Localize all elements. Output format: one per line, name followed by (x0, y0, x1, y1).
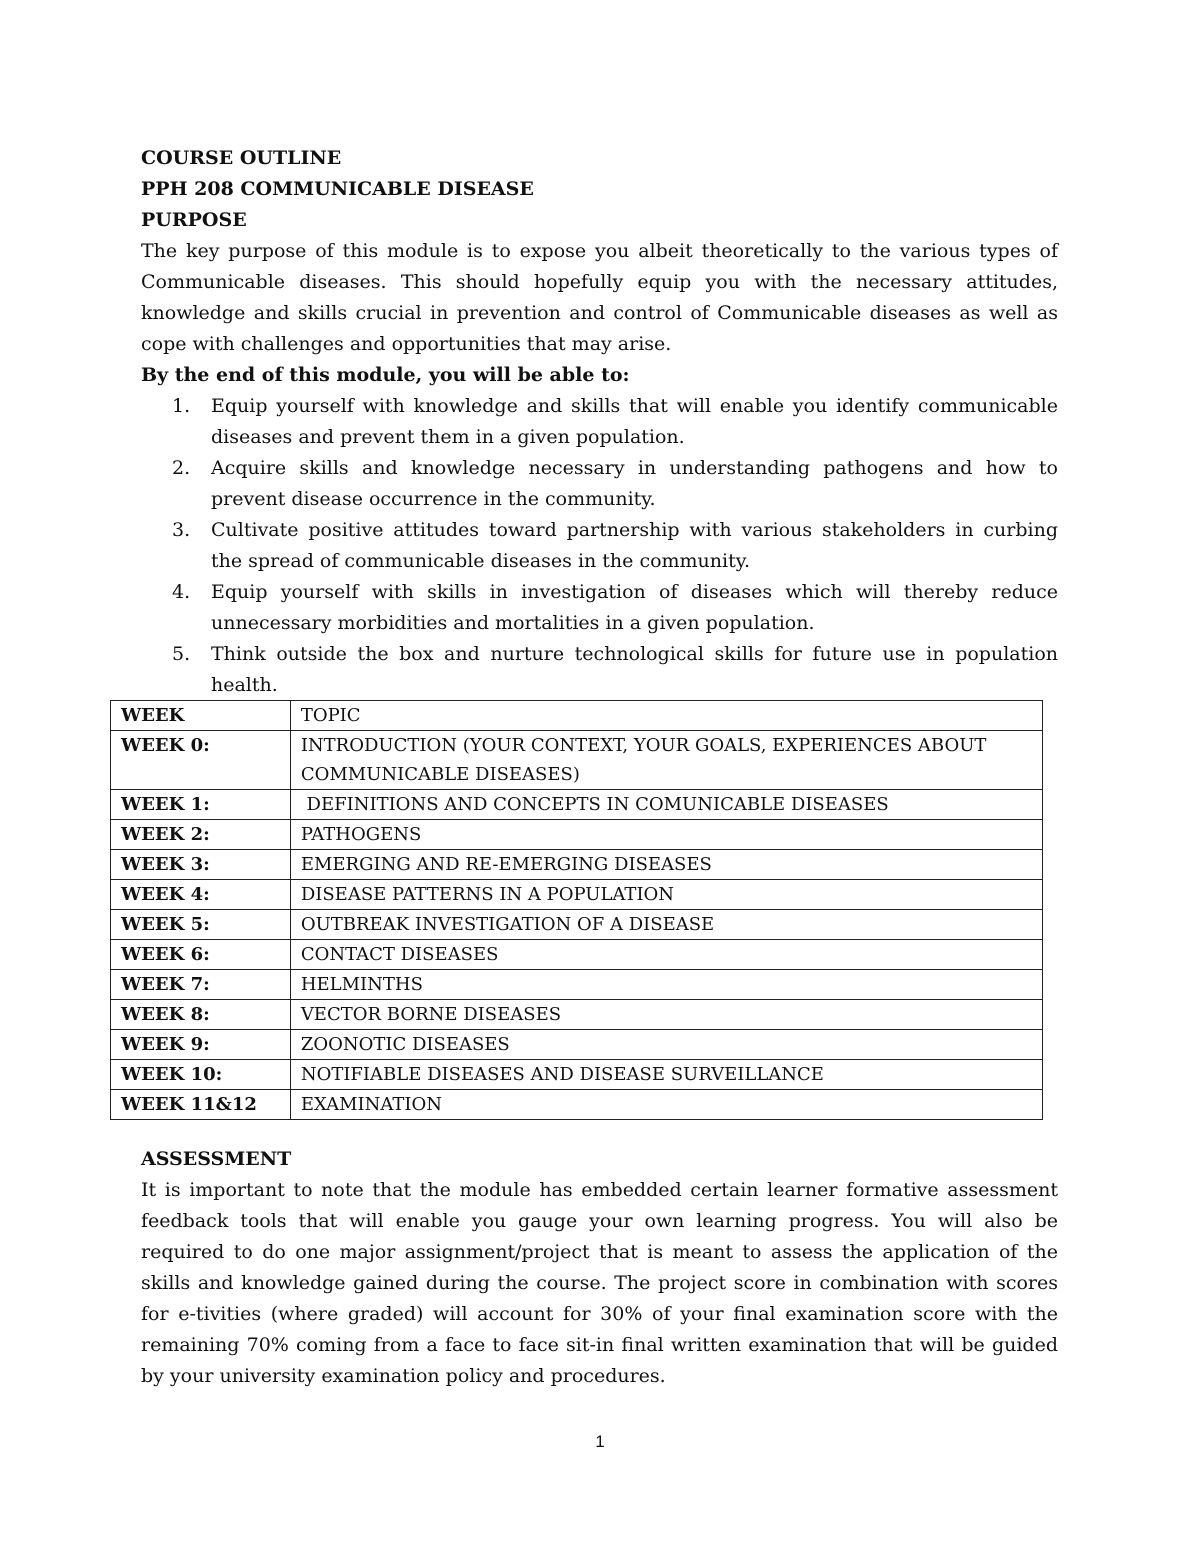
objective-item (141, 391, 1058, 453)
week-cell: WEEK 3: (111, 850, 291, 880)
topic-cell: EMERGING AND RE-EMERGING DISEASES (290, 850, 1042, 880)
outline-section (141, 143, 1058, 701)
table-row (111, 731, 1043, 790)
objective-text: Equip yourself with skills in investigation of diseases which will thereby reduce unnecessary morbidities and mortalities in a given population. (211, 581, 1058, 634)
week-cell: WEEK 8: (111, 1000, 291, 1030)
page-number: 1 (595, 1432, 605, 1451)
topic-cell: HELMINTHS (290, 970, 1042, 1000)
course-title: PPH 208 COMMUNICABLE DISEASE (141, 178, 534, 200)
table-row (111, 790, 1043, 820)
topic-cell: DEFINITIONS AND CONCEPTS IN COMUNICABLE DISEASES (290, 790, 1042, 820)
topic-cell: VECTOR BORNE DISEASES (290, 1000, 1042, 1030)
objective-number: 5. (172, 643, 191, 665)
topic-cell: PATHOGENS (290, 820, 1042, 850)
objective-text: Cultivate positive attitudes toward partnership with various stakeholders in curbing the spread of communicable diseases in the community. (211, 519, 1058, 572)
document-title: COURSE OUTLINE (141, 147, 342, 169)
table-row (111, 850, 1043, 880)
table-row (111, 820, 1043, 850)
topic-cell: CONTACT DISEASES (290, 940, 1042, 970)
topic-cell: ZOONOTIC DISEASES (290, 1030, 1042, 1060)
table-row (111, 910, 1043, 940)
week-cell: WEEK 11&12 (111, 1090, 291, 1120)
week-column-header: WEEK (111, 701, 291, 731)
table-row (111, 1060, 1043, 1090)
week-cell: WEEK 9: (111, 1030, 291, 1060)
objectives-intro: By the end of this module, you will be able to: (141, 364, 630, 386)
schedule-table-container (110, 700, 1043, 1120)
table-row (111, 1030, 1043, 1060)
week-cell: WEEK 7: (111, 970, 291, 1000)
objective-text: Think outside the box and nurture technological skills for future use in population health. (211, 643, 1058, 696)
topic-cell: NOTIFIABLE DISEASES AND DISEASE SURVEILLANCE (290, 1060, 1042, 1090)
week-cell: WEEK 5: (111, 910, 291, 940)
objective-item (141, 577, 1058, 639)
assessment-heading: ASSESSMENT (141, 1148, 292, 1170)
week-cell: WEEK 1: (111, 790, 291, 820)
objective-number: 3. (172, 519, 191, 541)
purpose-paragraph: The key purpose of this module is to expose you albeit theoretically to the various types of Communicable diseases. This should hopefully equip you with the necessary attitudes, knowledge and skills crucial in prevention and control of Communicable diseases as well as cope with challenges and opportunities that may arise. (141, 240, 1058, 355)
table-row (111, 880, 1043, 910)
objective-item (141, 453, 1058, 515)
table-row (111, 970, 1043, 1000)
assessment-paragraph: It is important to note that the module has embedded certain learner formative assessment feedback tools that will enable you gauge your own learning progress. You will also be required to do one major assignment/project that is meant to assess the application of the skills and knowledge gained during the course. The project score in combination with scores for e-tivities (where graded) will account for 30% of your final examination score with the remaining 70% coming from a face to face sit-in final written examination that will be guided by your university examination policy and procedures. (141, 1179, 1058, 1387)
objective-number: 1. (172, 395, 191, 417)
table-row (111, 1090, 1043, 1120)
purpose-heading: PURPOSE (141, 209, 247, 231)
week-cell: WEEK 10: (111, 1060, 291, 1090)
schedule-table (110, 700, 1043, 1120)
week-cell: WEEK 0: (111, 731, 291, 790)
topic-cell: INTRODUCTION (YOUR CONTEXT, YOUR GOALS, EXPERIENCES ABOUT COMMUNICABLE DISEASES) (290, 731, 1042, 790)
objective-item (141, 515, 1058, 577)
topic-cell: DISEASE PATTERNS IN A POPULATION (290, 880, 1042, 910)
topic-column-header: TOPIC (290, 701, 1042, 731)
objective-number: 4. (172, 581, 191, 603)
week-cell: WEEK 6: (111, 940, 291, 970)
objective-text: Acquire skills and knowledge necessary in understanding pathogens and how to prevent disease occurrence in the community. (211, 457, 1058, 510)
table-row (111, 940, 1043, 970)
table-header-row (111, 701, 1043, 731)
topic-cell: OUTBREAK INVESTIGATION OF A DISEASE (290, 910, 1042, 940)
objectives-list (141, 391, 1058, 701)
week-cell: WEEK 4: (111, 880, 291, 910)
assessment-section (141, 1144, 1058, 1392)
objective-text: Equip yourself with knowledge and skills that will enable you identify communicable diseases and prevent them in a given population. (211, 395, 1058, 448)
objective-item (141, 639, 1058, 701)
objective-number: 2. (172, 457, 191, 479)
table-row (111, 1000, 1043, 1030)
week-cell: WEEK 2: (111, 820, 291, 850)
topic-cell: EXAMINATION (290, 1090, 1042, 1120)
